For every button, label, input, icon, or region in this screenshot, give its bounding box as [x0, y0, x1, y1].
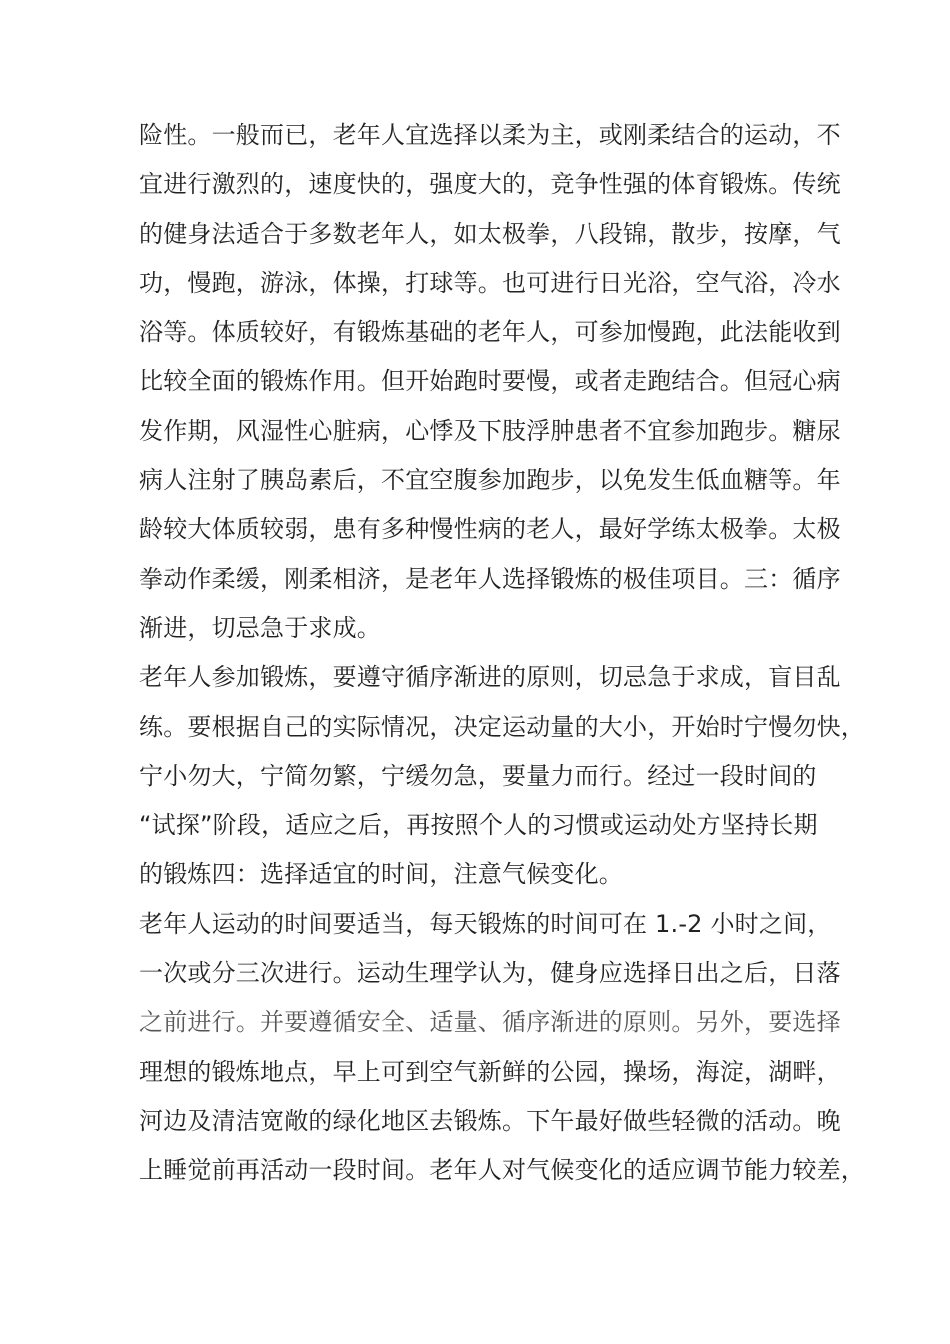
text-line-8: 病人注射了胰岛素后，不宜空腹参加跑步，以免发生低血糖等。年	[139, 466, 841, 495]
text-line-1: 险性。一般而已，老年人宜选择以柔为主，或刚柔结合的运动，不	[139, 121, 841, 149]
text-line-6: 比较全面的锻炼作用。但开始跑时要慢，或者走跑结合。但冠心病	[139, 367, 841, 396]
text-line-5: 浴等。体质较好，有锻炼基础的老年人，可参加慢跑，此法能收到	[139, 318, 841, 347]
text-line-17: 老年人运动的时间要适当，每天锻炼的时间可在 1.-2 小时之间，	[139, 909, 832, 938]
text-line-20: 理想的锻炼地点，早上可到空气新鲜的公园，操场，海淀，湖畔，	[139, 1057, 841, 1086]
text-line-11: 渐进，切忌急于求成。	[139, 613, 381, 642]
text-line-13: 练。要根据自己的实际情况，决定运动量的大小，开始时宁慢勿快，	[139, 712, 865, 741]
text-line-9: 龄较大体质较弱，患有多种慢性病的老人，最好学练太极拳。太极	[139, 515, 841, 544]
text-line-16: 的锻炼四：选择适宜的时间，注意气候变化。	[139, 860, 623, 889]
text-line-14: 宁小勿大，宁简勿繁，宁缓勿急，要量力而行。经过一段时间的	[139, 761, 817, 790]
text-line-21: 河边及清洁宽敞的绿化地区去锻炼。下午最好做些轻微的活动。晚	[139, 1106, 841, 1135]
text-line-12: 老年人参加锻炼，要遵守循序渐进的原则，切忌急于求成，盲目乱	[139, 663, 841, 692]
text-line-15: “试探”阶段，适应之后，再按照个人的习惯或运动处方坚持长期	[139, 811, 818, 840]
text-line-18: 一次或分三次进行。运动生理学认为，健身应选择日出之后，日落	[139, 959, 841, 988]
text-line-4: 功，慢跑，游泳，体操，打球等。也可进行日光浴，空气浴，冷水	[139, 268, 841, 297]
text-line-7: 发作期，风湿性心脏病，心悸及下肢浮肿患者不宜参加跑步。糖尿	[139, 416, 841, 445]
text-line-2: 宜进行激烈的，速度快的，强度大的，竞争性强的体育锻炼。传统	[139, 170, 841, 199]
text-line-10: 拳动作柔缓，刚柔相济，是老年人选择锻炼的极佳项目。三：循序	[139, 564, 841, 593]
text-line-22: 上睡觉前再活动一段时间。老年人对气候变化的适应调节能力较差，	[139, 1156, 865, 1185]
text-line-3: 的健身法适合于多数老年人，如太极拳，八段锦，散步，按摩，气	[139, 219, 841, 248]
body-text	[139, 111, 865, 1196]
text-line-19: 之前进行。并要遵循安全、适量、循序渐进的原则。另外，要选择	[139, 1008, 841, 1037]
